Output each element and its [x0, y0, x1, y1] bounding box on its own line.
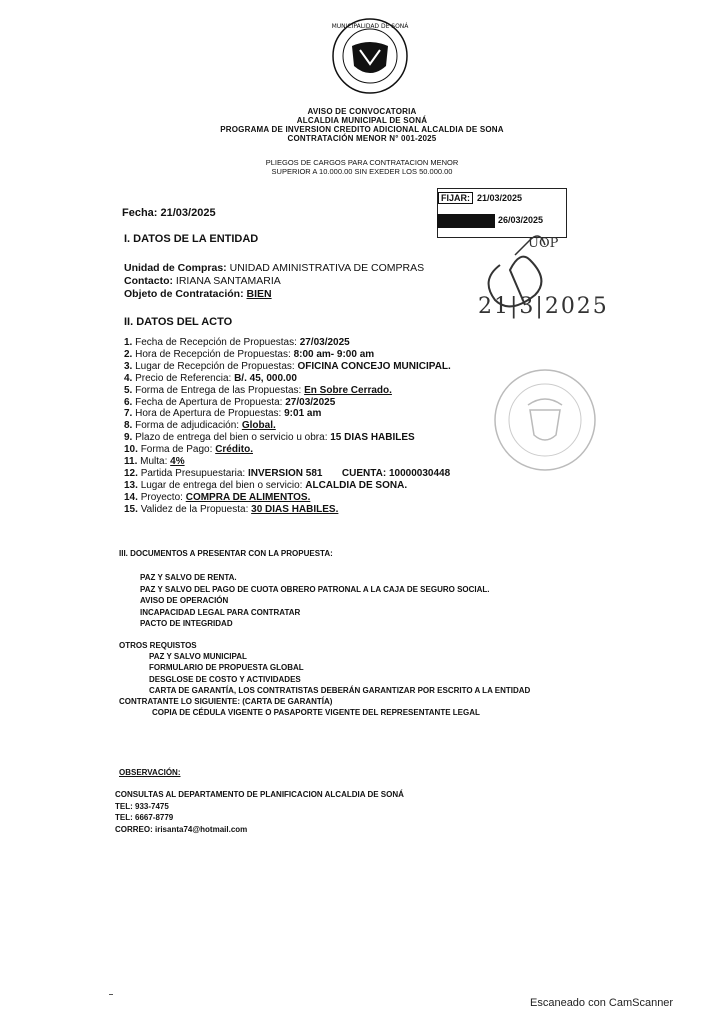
section-3-title: III. DOCUMENTOS A PRESENTAR CON LA PROPUESTA: [119, 549, 333, 558]
contacto-row [124, 275, 281, 287]
list-item: 2. Hora de Recepción de Propuestas: 8:00 am- 9:00 am [124, 348, 375, 360]
list-item: PAZ Y SALVO DE RENTA. [140, 573, 237, 582]
otros-title: OTROS REQUISTOS [119, 641, 197, 650]
list-item: PACTO DE INTEGRIDAD [140, 619, 233, 629]
list-item: 7. Hora de Apertura de Propuestas: 9:01 am [124, 408, 322, 420]
list-item: DESGLOSE DE COSTO Y ACTIVIDADES [149, 674, 301, 684]
subheader-line-2: SUPERIOR A 10.000.00 SIN EXEDER LOS 50.000.00 [271, 167, 453, 176]
list-item: 5. Forma de Entrega de las Propuestas: En Sobre Cerrado. [124, 384, 392, 396]
list-item: 9. Plazo de entrega del bien o servicio u obra: 15 DIAS HABILES [124, 432, 415, 444]
header-line-1: AVISO DE CONVOCATORIA [307, 107, 417, 116]
contact-info [115, 789, 404, 835]
stamp-fijar-date: 21/03/2025 [477, 193, 523, 203]
handwritten-initials: UOP [528, 236, 559, 251]
list-item: PAZ Y SALVO MUNICIPAL [149, 652, 247, 662]
acto-list [124, 337, 451, 516]
contact-line: CONSULTAS AL DEPARTAMENTO DE PLANIFICACION ALCALDIA DE SONÁ [115, 790, 404, 799]
unidad-label: Unidad de Compras: [124, 262, 227, 274]
list-item: CARTA DE GARANTÍA, LOS CONTRATISTAS DEBERÁN GARANTIZAR POR ESCRITO A LA ENTIDAD [149, 685, 531, 695]
handwritten-date: 21|3|2025 [478, 294, 609, 319]
scan-artifact [109, 994, 113, 995]
unidad-row [124, 262, 424, 274]
stamp-fijar-label: FIJAR: [438, 192, 473, 204]
header-line-3: PROGRAMA DE INVERSION CREDITO ADICIONAL ALCALDIA DE SONA [220, 125, 504, 134]
section-2-title: II. DATOS DEL ACTO [124, 316, 233, 328]
list-item: 8. Forma de adjudicación: Global. [124, 420, 276, 432]
contacto-label: Contacto: [124, 275, 173, 287]
contacto-value: IRIANA SANTAMARIA [175, 275, 281, 287]
otros-requisitos [119, 640, 530, 718]
contact-line: TEL: 6667-8779 [115, 813, 174, 823]
subheader-line-1: PLIEGOS DE CARGOS PARA CONTRATACION MENOR [265, 158, 459, 167]
list-item: AVISO DE OPERACIÓN [140, 596, 229, 606]
stamp-second-date: 26/03/2025 [498, 215, 544, 225]
svg-text:MUNICIPALIDAD DE SONÁ: MUNICIPALIDAD DE SONÁ [331, 23, 409, 30]
list-item: 13. Lugar de entrega del bien o servicio: ALCALDIA DE SONA. [124, 479, 408, 491]
municipality-seal-logo [330, 16, 410, 96]
official-round-seal [490, 365, 600, 475]
list-item: 4. Precio de Referencia: B/. 45, 000.00 [124, 372, 297, 384]
camscanner-watermark: Escaneado con CamScanner [530, 997, 674, 1009]
document-date: Fecha: 21/03/2025 [122, 207, 216, 219]
list-item: 6. Fecha de Apertura de Propuesta: 27/03/2025 [124, 396, 336, 408]
list-item: 3. Lugar de Recepción de Propuestas: OFICINA CONCEJO MUNICIPAL. [124, 360, 451, 372]
list-item: 15. Validez de la Propuesta: 30 DIAS HABILES. [124, 503, 339, 515]
list-item: COPIA DE CÉDULA VIGENTE O PASAPORTE VIGENTE DEL REPRESENTANTE LEGAL [152, 708, 480, 718]
section-1-title: I. DATOS DE LA ENTIDAD [124, 233, 259, 245]
list-item: PAZ Y SALVO DEL PAGO DE CUOTA OBRERO PATRONAL A LA CAJA DE SEGURO SOCIAL. [140, 584, 490, 594]
list-item: 1. Fecha de Recepción de Propuestas: 27/03/2025 [124, 337, 350, 348]
contact-line: CORREO: irisanta74@hotmail.com [115, 824, 248, 834]
documents-list [140, 572, 490, 630]
header-line-4: CONTRATACIÓN MENOR N° 001-2025 [287, 134, 437, 143]
list-item-continuation: CONTRATANTE LO SIGUIENTE: (CARTA DE GARANTÍA) [119, 697, 333, 707]
list-item: 10. Forma de Pago: Crédito. [124, 444, 253, 456]
objeto-value: BIEN [246, 288, 272, 300]
header-line-2: ALCALDIA MUNICIPAL DE SONÁ [296, 116, 428, 125]
list-item: FORMULARIO DE PROPUESTA GLOBAL [149, 663, 304, 673]
observacion-title: OBSERVACIÓN: [119, 768, 181, 777]
list-item: 12. Partida Presupuestaria: INVERSION 581 CUENTA: 10000030448 [124, 467, 451, 479]
objeto-row [124, 288, 272, 300]
unidad-value: UNIDAD AMINISTRATIVA DE COMPRAS [229, 262, 425, 274]
contact-line: TEL: 933-7475 [115, 801, 169, 811]
list-item: INCAPACIDAD LEGAL PARA CONTRATAR [140, 607, 301, 617]
stamp-fijar [438, 193, 522, 203]
objeto-label: Objeto de Contratación: [124, 288, 244, 300]
list-item: 11. Multa: 4% [124, 456, 185, 468]
list-item: 14. Proyecto: COMPRA DE ALIMENTOS. [124, 491, 311, 503]
